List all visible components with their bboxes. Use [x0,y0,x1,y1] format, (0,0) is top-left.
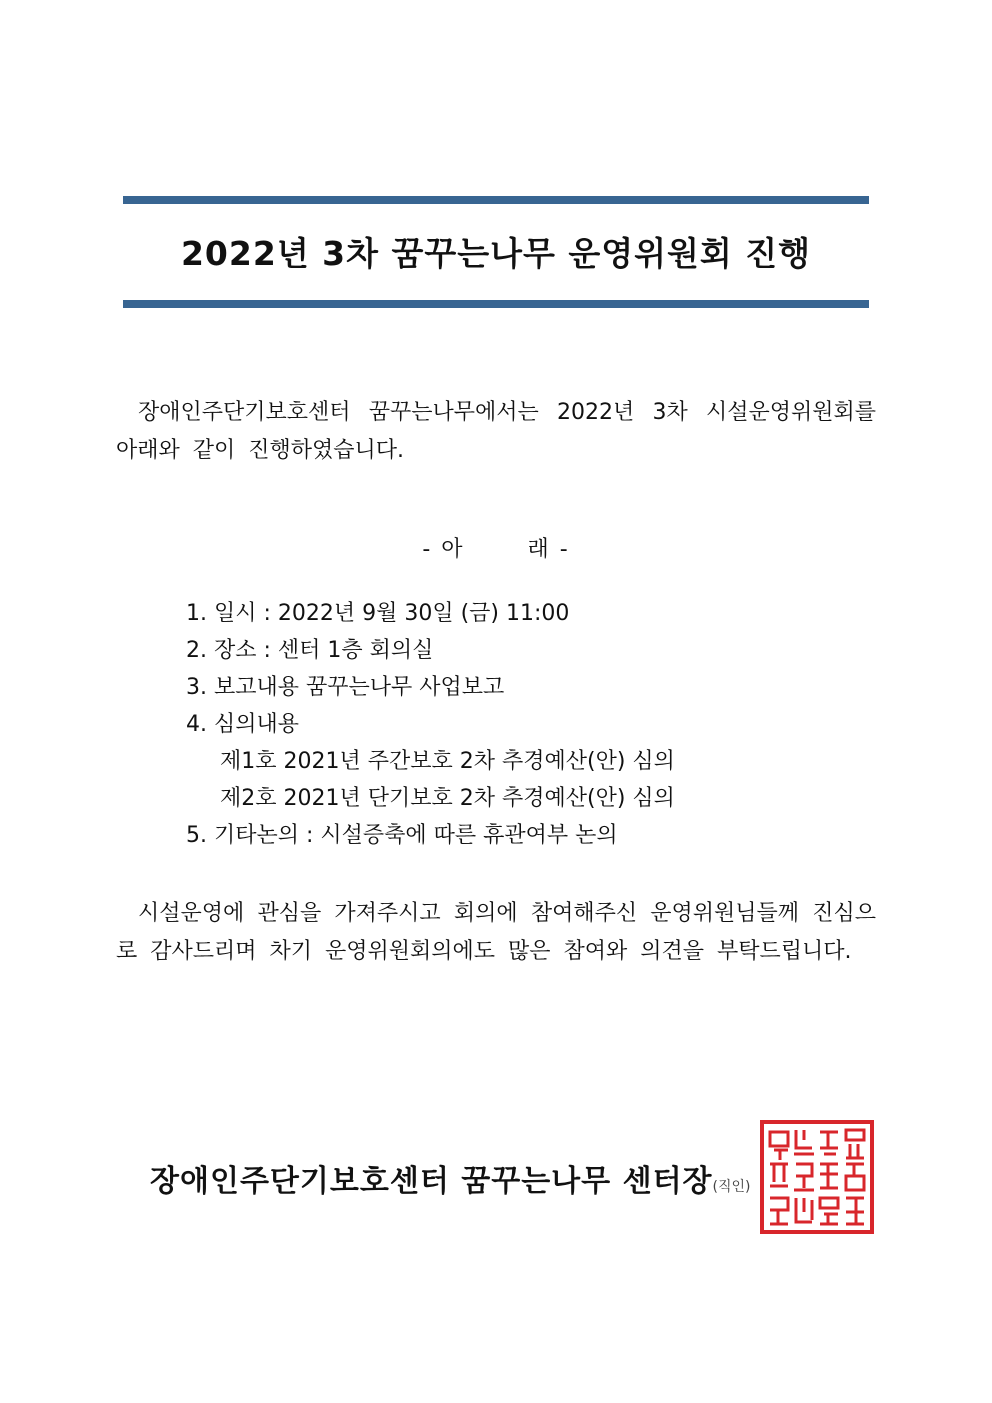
official-seal-icon [760,1120,874,1234]
closing-paragraph: 시설운영에 관심을 가져주시고 회의에 참여해주신 운영위원님들께 진심으로 감사드리며 차기 운영위원회의에도 많은 참여와 의견을 부탁드립니다. [116,901,876,964]
header-rule-top [123,196,869,204]
list-item: 1. 일시 : 2022년 9월 30일 (금) 11:00 [186,601,570,626]
list-item: 5. 기타논의 : 시설증축에 따른 휴관여부 논의 [186,823,618,848]
list-item: 2. 장소 : 센터 1층 회의실 [186,638,434,663]
intro-paragraph: 장애인주단기보호센터 꿈꾸는나무에서는 2022년 3차 시설운영위원회를 아래와 같이 진행하였습니다. [116,400,876,463]
list-item: 4. 심의내용 [186,712,299,737]
signature-line [150,1156,751,1200]
agenda-list [186,595,675,854]
list-item: 3. 보고내용 꿈꾸는나무 사업보고 [186,675,505,700]
page-title: 2022년 3차 꿈꾸는나무 운영위원회 진행 [180,234,812,273]
list-sub-item: 제1호 2021년 주간보호 2차 추경예산(안) 심의 [220,749,675,774]
stamp-note: (직인) [712,1179,751,1195]
signature-text: 장애인주단기보호센터 꿈꾸는나무 센터장 [150,1164,713,1199]
header-rule-bottom [123,300,869,308]
list-sub-item: 제2호 2021년 단기보호 2차 추경예산(안) 심의 [220,786,675,811]
notice-label: - 아 래 - [422,537,570,562]
